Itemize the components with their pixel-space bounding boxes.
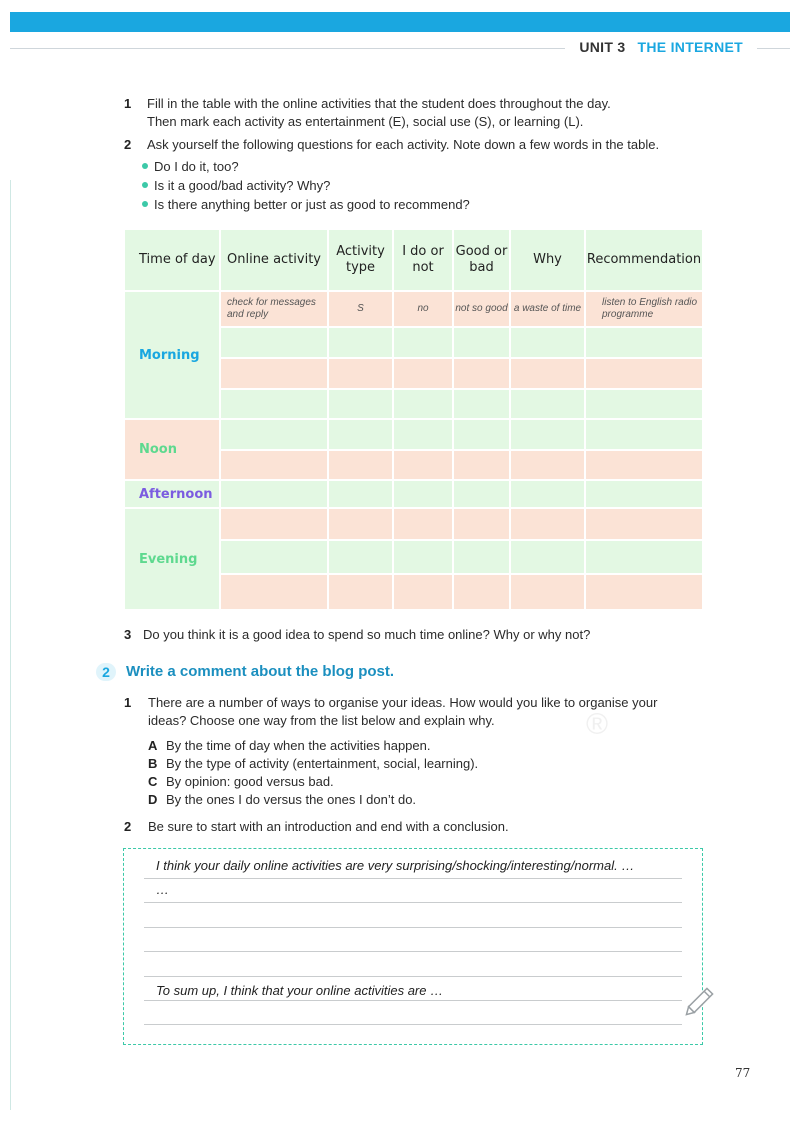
table-row bbox=[124, 419, 703, 450]
input-cell[interactable] bbox=[585, 450, 703, 480]
unit-header bbox=[579, 39, 743, 55]
input-cell[interactable] bbox=[585, 540, 703, 574]
ruled-line bbox=[144, 878, 682, 879]
registered-watermark-icon: ® bbox=[586, 708, 609, 741]
writing-box[interactable] bbox=[123, 848, 703, 1045]
header-i-do-or-not: I do or not bbox=[393, 229, 453, 291]
option-d bbox=[148, 792, 416, 807]
input-cell[interactable] bbox=[510, 419, 585, 450]
ruled-line bbox=[144, 951, 682, 952]
instruction-1-line2: Then mark each activity as entertainment (E), social use (S), or learning (L). bbox=[147, 114, 584, 129]
ruled-line bbox=[144, 902, 682, 903]
input-cell[interactable] bbox=[453, 419, 510, 450]
ruled-line bbox=[144, 976, 682, 977]
margin-line bbox=[10, 180, 11, 1110]
instruction-2-number: 2 bbox=[124, 137, 132, 152]
input-cell[interactable] bbox=[585, 358, 703, 389]
ruled-line bbox=[144, 1000, 682, 1001]
input-cell[interactable] bbox=[328, 327, 393, 358]
input-cell[interactable] bbox=[510, 450, 585, 480]
unit-title: THE INTERNET bbox=[637, 39, 743, 55]
input-cell[interactable] bbox=[328, 540, 393, 574]
bullet-item: Is there anything better or just as good to recommend? bbox=[142, 197, 470, 212]
input-cell[interactable] bbox=[453, 508, 510, 540]
ruled-line bbox=[144, 927, 682, 928]
pencil-icon bbox=[683, 980, 721, 1018]
option-letter: A bbox=[148, 738, 158, 753]
top-color-bar bbox=[10, 12, 790, 32]
input-cell[interactable] bbox=[453, 540, 510, 574]
section2-item-2-text: Be sure to start with an introduction and end with a conclusion. bbox=[148, 819, 509, 834]
input-cell[interactable] bbox=[328, 389, 393, 419]
question-3-number: 3 bbox=[124, 627, 132, 642]
section2-item-1-line1: There are a number of ways to organise your ideas. How would you like to organise your bbox=[148, 695, 658, 710]
header-rule-right bbox=[757, 48, 790, 49]
header-time-of-day: Time of day bbox=[124, 229, 220, 291]
header-good-or-bad: Good or bad bbox=[453, 229, 510, 291]
example-good-bad: not so good bbox=[453, 291, 510, 327]
option-text: By the type of activity (entertainment, social, learning). bbox=[166, 756, 479, 771]
section2-item-2-number: 2 bbox=[124, 819, 132, 834]
time-evening: Evening bbox=[124, 508, 220, 610]
option-text: By the ones I do versus the ones I don’t do. bbox=[166, 792, 417, 807]
input-cell[interactable] bbox=[453, 450, 510, 480]
input-cell[interactable] bbox=[453, 389, 510, 419]
instruction-2-line1: Ask yourself the following questions for each activity. Note down a few words in the table. bbox=[147, 137, 660, 152]
input-cell[interactable] bbox=[220, 327, 328, 358]
bullet-item: Do I do it, too? bbox=[142, 159, 239, 174]
input-cell[interactable] bbox=[510, 480, 585, 508]
header-why: Why bbox=[510, 229, 585, 291]
option-letter: C bbox=[148, 774, 158, 789]
input-cell[interactable] bbox=[393, 389, 453, 419]
input-cell[interactable] bbox=[328, 508, 393, 540]
header-activity-type: Activity type bbox=[328, 229, 393, 291]
option-letter: D bbox=[148, 792, 158, 807]
writing-line-1: I think your daily online activities are very surprising/shocking/interesting/normal. … bbox=[156, 858, 635, 873]
example-type: S bbox=[328, 291, 393, 327]
option-c bbox=[148, 774, 334, 789]
page-number: 77 bbox=[735, 1066, 751, 1080]
input-cell[interactable] bbox=[328, 358, 393, 389]
input-cell[interactable] bbox=[453, 327, 510, 358]
input-cell[interactable] bbox=[220, 419, 328, 450]
option-text: By the time of day when the activities happen. bbox=[166, 738, 431, 753]
example-do: no bbox=[393, 291, 453, 327]
section-2-badge: 2 bbox=[96, 663, 116, 681]
input-cell[interactable] bbox=[585, 327, 703, 358]
example-why: a waste of time bbox=[510, 291, 585, 327]
section2-item-1-number: 1 bbox=[124, 695, 132, 710]
input-cell[interactable] bbox=[585, 480, 703, 508]
option-b bbox=[148, 756, 478, 771]
writing-line-2: … bbox=[156, 882, 169, 897]
input-cell[interactable] bbox=[510, 389, 585, 419]
input-cell[interactable] bbox=[328, 480, 393, 508]
input-cell[interactable] bbox=[393, 574, 453, 610]
input-cell[interactable] bbox=[585, 574, 703, 610]
input-cell[interactable] bbox=[393, 358, 453, 389]
input-cell[interactable] bbox=[453, 358, 510, 389]
input-cell[interactable] bbox=[328, 419, 393, 450]
input-cell[interactable] bbox=[328, 450, 393, 480]
input-cell[interactable] bbox=[510, 327, 585, 358]
input-cell[interactable] bbox=[220, 508, 328, 540]
option-letter: B bbox=[148, 756, 158, 771]
table-row bbox=[124, 508, 703, 540]
input-cell[interactable] bbox=[393, 540, 453, 574]
input-cell[interactable] bbox=[453, 574, 510, 610]
input-cell[interactable] bbox=[393, 450, 453, 480]
input-cell[interactable] bbox=[220, 450, 328, 480]
header-rule-left bbox=[10, 48, 565, 49]
time-afternoon: Afternoon bbox=[124, 480, 220, 508]
ruled-line bbox=[144, 1024, 682, 1025]
input-cell[interactable] bbox=[585, 508, 703, 540]
input-cell[interactable] bbox=[393, 419, 453, 450]
time-morning: Morning bbox=[124, 291, 220, 419]
time-noon: Noon bbox=[124, 419, 220, 480]
instruction-1-number: 1 bbox=[124, 96, 132, 111]
example-recommendation: listen to English radio programme bbox=[585, 291, 703, 327]
writing-closing: To sum up, I think that your online activities are … bbox=[156, 983, 444, 998]
input-cell[interactable] bbox=[510, 574, 585, 610]
section2-item-1-line2: ideas? Choose one way from the list below and explain why. bbox=[148, 713, 495, 728]
instruction-1-line1: Fill in the table with the online activities that the student does throughout the day. bbox=[147, 96, 611, 111]
input-cell[interactable] bbox=[220, 389, 328, 419]
input-cell[interactable] bbox=[393, 327, 453, 358]
example-activity: check for messages and reply bbox=[220, 291, 328, 327]
input-cell[interactable] bbox=[510, 358, 585, 389]
option-a bbox=[148, 738, 431, 753]
input-cell[interactable] bbox=[220, 358, 328, 389]
unit-number: UNIT 3 bbox=[579, 39, 626, 55]
option-text: By opinion: good versus bad. bbox=[166, 774, 334, 789]
bullet-item: Is it a good/bad activity? Why? bbox=[142, 178, 330, 193]
input-cell[interactable] bbox=[220, 540, 328, 574]
input-cell[interactable] bbox=[220, 480, 328, 508]
section-2-title: Write a comment about the blog post. bbox=[126, 663, 395, 680]
input-cell[interactable] bbox=[585, 389, 703, 419]
header-online-activity: Online activity bbox=[220, 229, 328, 291]
input-cell[interactable] bbox=[393, 508, 453, 540]
input-cell[interactable] bbox=[393, 480, 453, 508]
question-3-text: Do you think it is a good idea to spend so much time online? Why or why not? bbox=[143, 627, 591, 642]
activity-table bbox=[123, 228, 704, 611]
input-cell[interactable] bbox=[453, 480, 510, 508]
input-cell[interactable] bbox=[510, 540, 585, 574]
input-cell[interactable] bbox=[510, 508, 585, 540]
header-recommendation: Recommendation bbox=[585, 229, 703, 291]
input-cell[interactable] bbox=[328, 574, 393, 610]
input-cell[interactable] bbox=[585, 419, 703, 450]
input-cell[interactable] bbox=[220, 574, 328, 610]
table-row bbox=[124, 480, 703, 508]
